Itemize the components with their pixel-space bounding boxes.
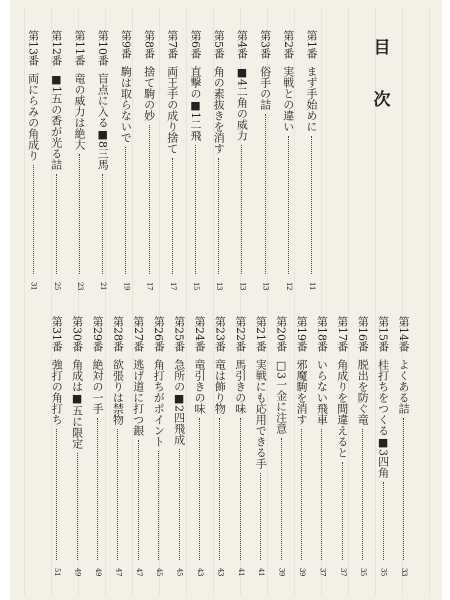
entry-number: 第25番 — [172, 316, 186, 352]
entry-title: まず手始めに — [305, 66, 318, 132]
toc-entry — [97, 30, 108, 290]
entry-number: 第9番 — [119, 30, 133, 59]
leader-dots — [79, 154, 80, 274]
toc-entry — [214, 316, 225, 576]
leader-dots — [77, 453, 78, 560]
page-number: 11 — [308, 282, 316, 290]
entry-number: 第21番 — [254, 316, 268, 352]
leader-dots — [219, 418, 220, 560]
leader-dots — [102, 174, 103, 274]
page-number: 49 — [94, 568, 102, 576]
entry-number: 第23番 — [213, 316, 227, 352]
leader-dots — [311, 136, 312, 274]
leader-dots — [125, 147, 126, 274]
page-number: 17 — [145, 282, 154, 290]
entry-number: 第10番 — [96, 30, 110, 66]
entry-title: ■4二角の威力 — [235, 66, 249, 141]
toc-entry — [72, 316, 83, 576]
page-number: 13 — [238, 282, 247, 290]
entry-title: 両にらみの角成り — [26, 73, 40, 161]
entry-number: 第8番 — [142, 30, 156, 59]
leader-dots — [172, 158, 173, 274]
leader-dots — [260, 473, 261, 560]
entry-number: 第22番 — [233, 316, 247, 352]
entry-number: 第31番 — [50, 316, 64, 352]
leader-dots — [117, 429, 118, 560]
toc-entry — [213, 30, 224, 290]
entry-number: 第3番 — [258, 30, 272, 59]
entry-number: 第2番 — [281, 30, 295, 59]
leader-dots — [97, 418, 98, 560]
toc-entry — [133, 316, 144, 576]
entry-title: 竜は飾り物 — [213, 359, 227, 414]
entry-number: 第17番 — [335, 316, 349, 352]
entry-title: 角の素抜きを消す — [212, 66, 226, 154]
toc-entry — [194, 316, 205, 576]
entry-title: 角打ちがポイント — [152, 359, 166, 447]
entry-title: 急所の■2四飛成 — [172, 359, 186, 445]
page-number: 45 — [155, 568, 164, 576]
toc-entry — [51, 316, 62, 576]
leader-dots — [179, 449, 180, 560]
toc-entry — [51, 30, 62, 290]
entry-title: 角成りを間違えると — [335, 359, 349, 458]
page-number: 25 — [52, 282, 61, 290]
page-number: 47 — [134, 568, 143, 576]
entry-number: 第12番 — [49, 30, 63, 66]
toc-entry — [28, 30, 39, 290]
entry-title: 駒は取らないで — [119, 66, 133, 143]
entry-title: 絶対の一手 — [91, 359, 104, 414]
toc-entry — [357, 316, 368, 576]
leader-dots — [288, 136, 289, 274]
page-number: 43 — [216, 568, 225, 576]
leader-dots — [149, 125, 150, 274]
page-number: 47 — [114, 568, 123, 576]
entry-title: 実戦との違い — [281, 66, 295, 132]
entry-title: ■1五の香が光る詰 — [49, 73, 63, 170]
toc-entry — [120, 30, 131, 290]
entry-title: 盲点に入る■8三馬 — [96, 73, 110, 170]
leader-dots — [158, 451, 159, 560]
entry-title: 両王手の成り捨て — [165, 66, 179, 154]
toc-entry — [306, 30, 317, 290]
toc-entry — [144, 30, 155, 290]
page-number: 39 — [298, 568, 306, 576]
page-number: 37 — [318, 568, 327, 576]
entry-title: 捨て駒の妙 — [142, 66, 156, 121]
entry-number: 第19番 — [295, 316, 308, 352]
page-number: 17 — [168, 282, 177, 290]
toc-entry — [112, 316, 123, 576]
leader-dots — [342, 462, 343, 560]
toc-entry — [235, 316, 246, 576]
leader-dots — [33, 165, 34, 274]
entry-title: 邪魔駒を消す — [295, 359, 308, 425]
leader-dots — [56, 429, 57, 560]
page-number: 31 — [29, 282, 38, 290]
leader-dots — [281, 438, 282, 560]
toc-entry — [260, 30, 271, 290]
toc-entry — [174, 316, 185, 576]
leader-dots — [362, 429, 363, 560]
toc-entry — [153, 316, 164, 576]
entry-number: 第4番 — [235, 30, 249, 59]
leader-dots — [301, 429, 302, 560]
entry-title: 角成は■五に限定 — [70, 359, 84, 449]
leader-dots — [195, 145, 196, 274]
page-number: 43 — [196, 568, 204, 576]
leader-dots — [199, 418, 200, 560]
entry-number: 第30番 — [70, 316, 84, 352]
entry-title: 逃げ道に打つ銀 — [131, 359, 145, 436]
entry-number: 第27番 — [131, 316, 145, 352]
page-number: 41 — [236, 568, 245, 576]
entry-title: 強打の角打ち — [50, 359, 64, 425]
entry-title: 竜の威力は絶大 — [73, 73, 86, 150]
page-number: 39 — [277, 568, 286, 576]
page-number: 33 — [400, 568, 408, 576]
toc-entry — [378, 316, 389, 576]
entry-number: 第7番 — [165, 30, 179, 59]
page-number: 41 — [257, 568, 266, 576]
leader-dots — [265, 114, 266, 274]
entry-number: 第18番 — [315, 316, 329, 352]
toc-title — [370, 40, 394, 109]
leader-dots — [321, 429, 322, 560]
page-number: 13 — [215, 282, 224, 290]
entry-title: 直撃の■1二飛 — [189, 66, 202, 141]
leader-dots — [241, 145, 242, 274]
page-number: 45 — [175, 568, 184, 576]
entry-title: □3一金に注意 — [274, 359, 288, 434]
toc-page — [10, 0, 442, 600]
leader-dots — [56, 174, 57, 274]
entry-number: 第15番 — [376, 316, 390, 352]
leader-dots — [403, 418, 404, 560]
toc-entry — [398, 316, 409, 576]
entry-title: 欲張りは禁物 — [111, 359, 125, 425]
entry-title: 竜引きの味 — [193, 359, 206, 414]
page-number: 13 — [261, 282, 270, 290]
entry-number: 第28番 — [111, 316, 125, 352]
toc-entry — [190, 30, 201, 290]
entry-number: 第29番 — [91, 316, 104, 352]
toc-entry — [296, 316, 307, 576]
leader-dots — [218, 158, 219, 274]
toc-title-char-1: 目 — [373, 38, 391, 58]
entry-number: 第24番 — [193, 316, 206, 352]
entry-number: 第26番 — [152, 316, 166, 352]
entry-number: 第11番 — [73, 30, 86, 66]
entry-title: 実戦にも応用できる手 — [254, 359, 268, 469]
entry-number: 第16番 — [356, 316, 370, 352]
page-number: 35 — [359, 568, 368, 576]
leader-dots — [240, 418, 241, 560]
toc-entry — [167, 30, 178, 290]
entry-title: よくある詰 — [397, 359, 410, 414]
toc-title-char-2: 次 — [373, 90, 391, 110]
page-number: 23 — [76, 282, 84, 290]
entry-title: 桂打ちをつくる■3四角 — [376, 359, 390, 478]
toc-entry — [255, 316, 266, 576]
page-number: 12 — [284, 282, 293, 290]
toc-entry — [236, 30, 247, 290]
entry-number: 第20番 — [274, 316, 288, 352]
toc-entry — [283, 30, 294, 290]
toc-entry — [276, 316, 287, 576]
entry-number: 第1番 — [305, 30, 318, 59]
entry-number: 第5番 — [212, 30, 226, 59]
toc-entry — [316, 316, 327, 576]
toc-entry — [337, 316, 348, 576]
toc-entry — [74, 30, 85, 290]
page-number: 49 — [73, 568, 82, 576]
entry-title: 馬引きの味 — [233, 359, 247, 414]
page-number: 19 — [122, 282, 131, 290]
toc-entry — [92, 316, 103, 576]
entry-number: 第14番 — [397, 316, 410, 352]
leader-dots — [383, 482, 384, 560]
leader-dots — [138, 440, 139, 560]
entry-title: 俗手の詰 — [258, 66, 272, 110]
entry-title: いらない飛車 — [315, 359, 329, 425]
page-number: 35 — [379, 568, 388, 576]
page-number: 15 — [192, 282, 200, 290]
page-number: 37 — [338, 568, 347, 576]
entry-number: 第6番 — [189, 30, 202, 59]
entry-title: 脱出を防ぐ竜 — [356, 359, 370, 425]
page-number: 51 — [53, 568, 62, 576]
entry-number: 第13番 — [26, 30, 40, 66]
page-number: 21 — [99, 282, 108, 290]
